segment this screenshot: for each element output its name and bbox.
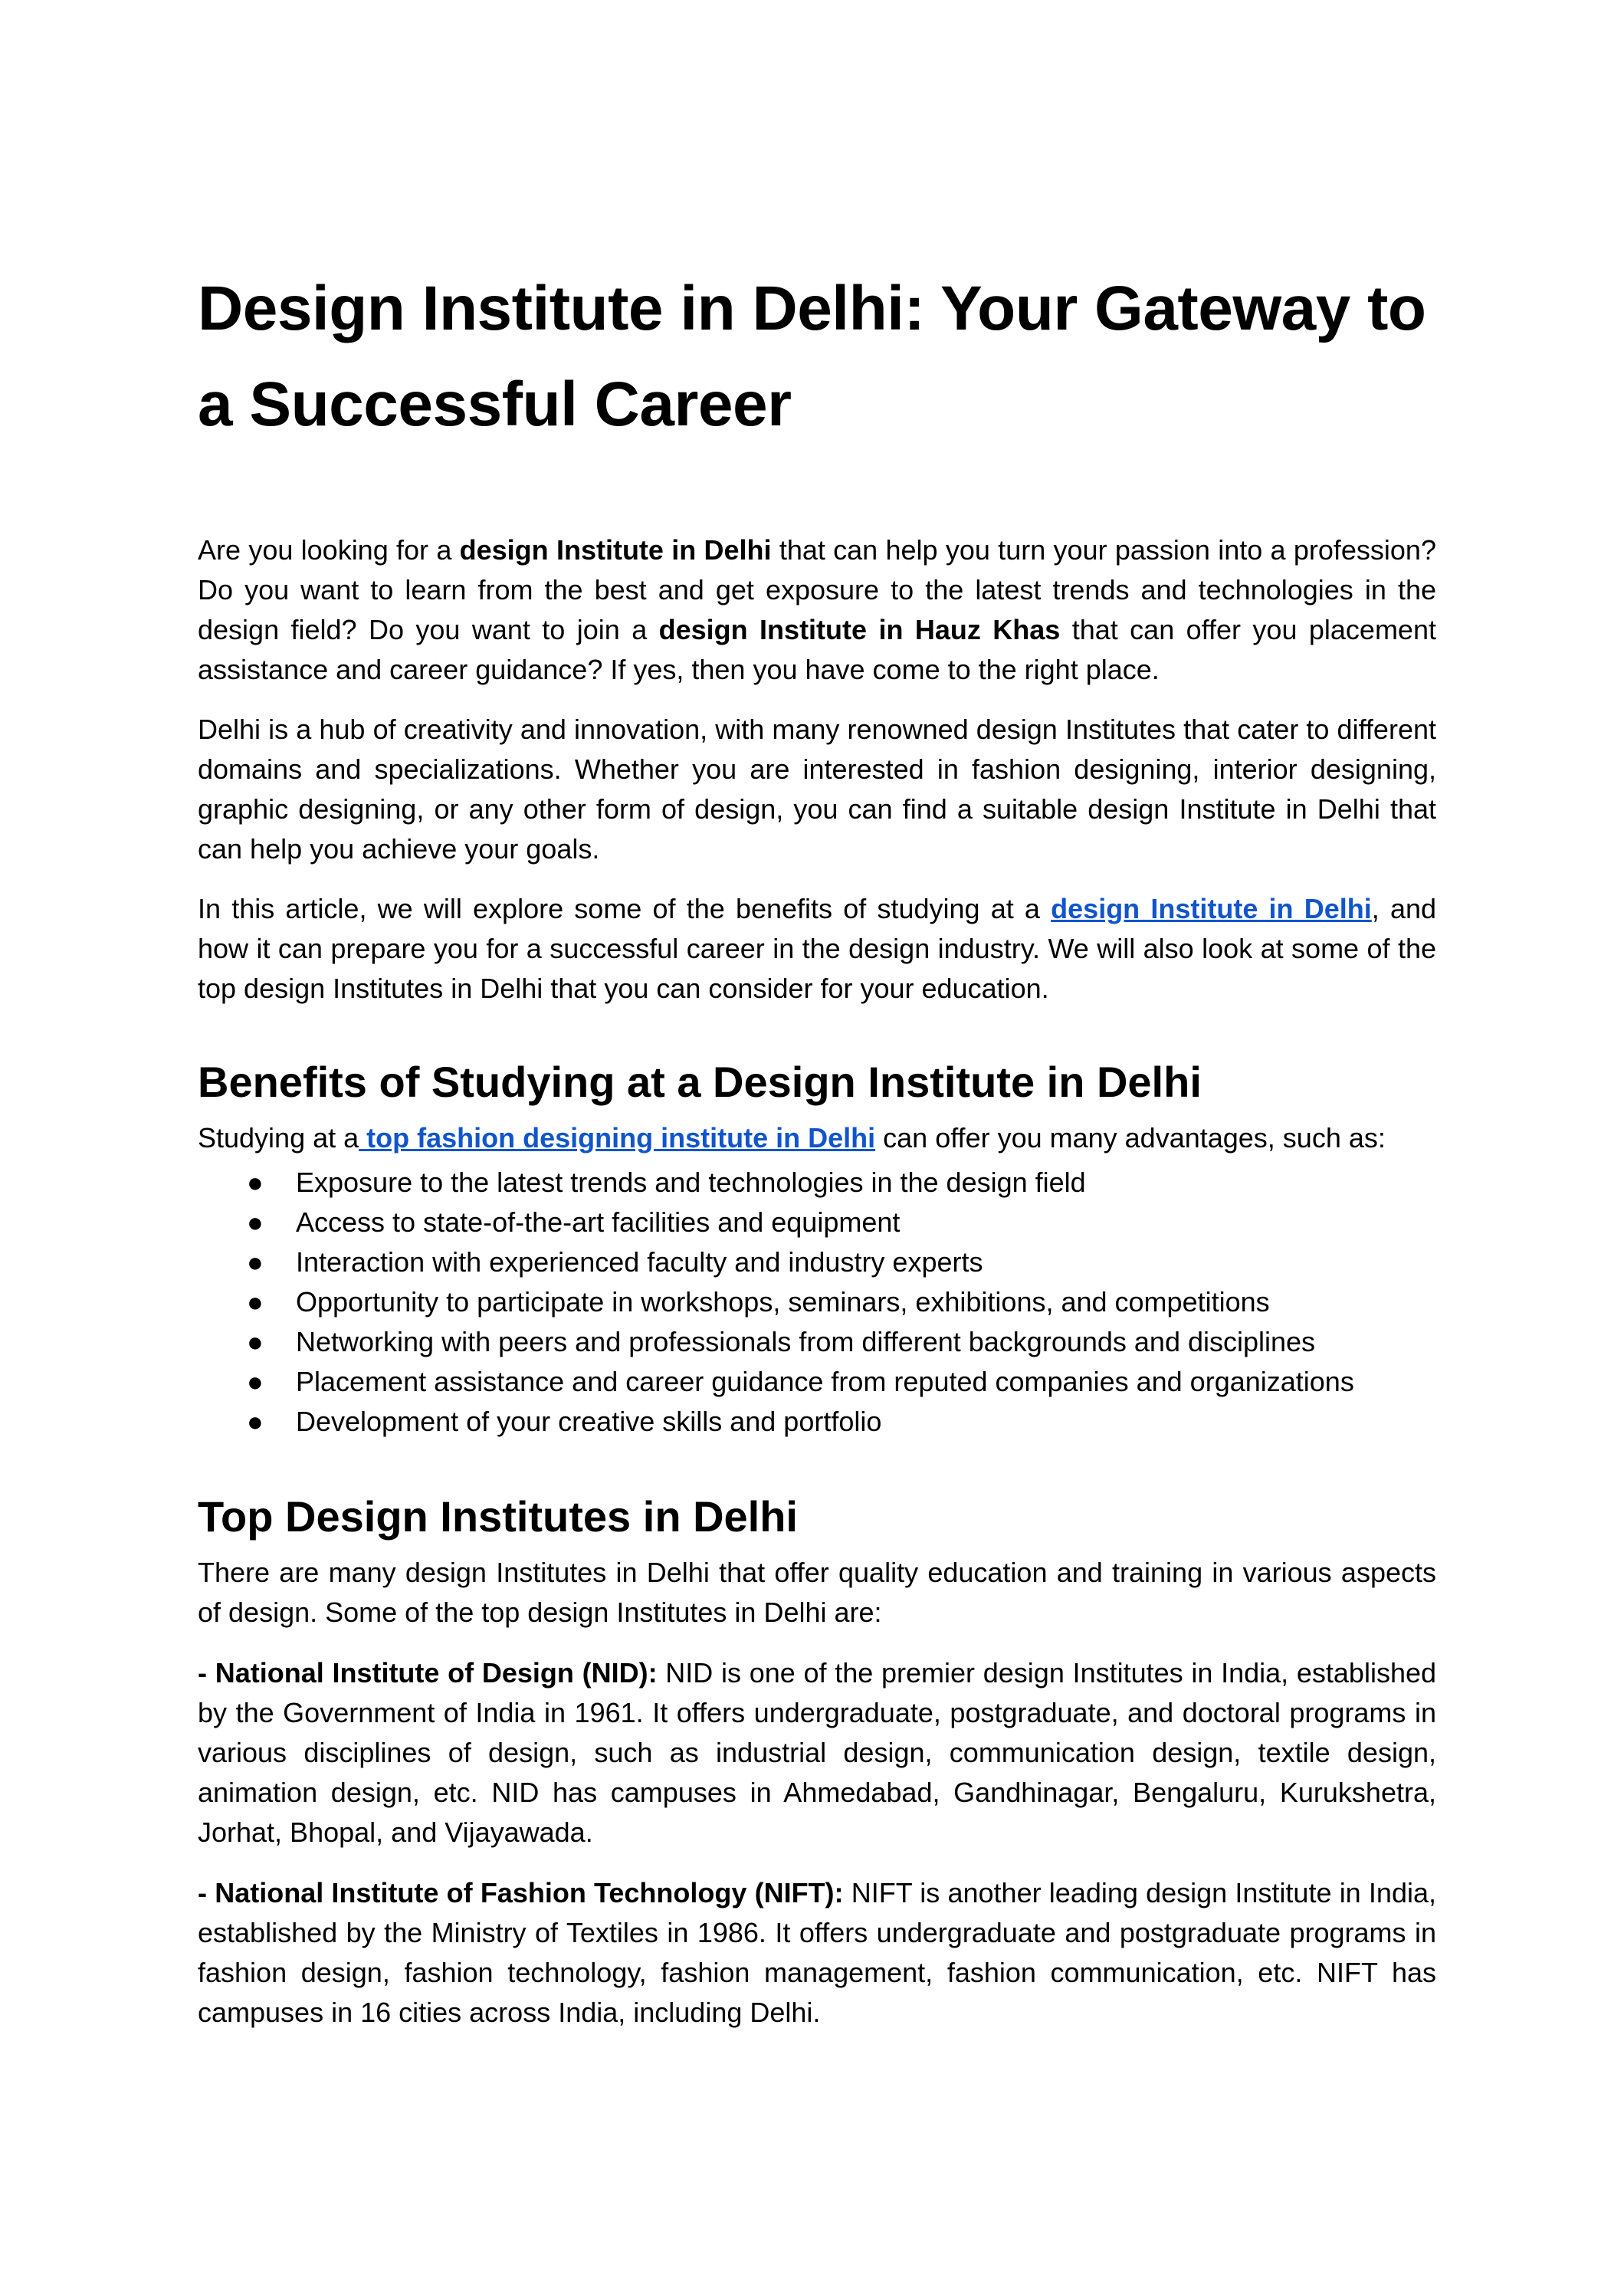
bullet-icon: ● — [247, 1246, 264, 1278]
bullet-icon: ● — [247, 1167, 264, 1198]
top-institutes-heading: Top Design Institutes in Delhi — [198, 1492, 798, 1541]
bullet-icon: ● — [247, 1326, 264, 1357]
list-item-text: Networking with peers and professionals from different backgrounds and disciplines — [296, 1326, 1316, 1357]
benefits-heading: Benefits of Studying at a Design Institute in Delhi — [198, 1058, 1202, 1106]
nid-paragraph — [198, 1653, 1436, 1853]
intro-text: that can help you turn your passion into a profession? Do you want to learn from the best and get exposure to the latest trends and technologies in the design field? Do you want to join a — [198, 534, 1436, 645]
bold-keyword: design Institute in Hauz Khas — [658, 614, 1061, 645]
list-item-text: Access to state-of-the-art facilities and equipment — [296, 1206, 901, 1238]
fashion-institute-link[interactable]: top fashion designing institute in Delhi — [359, 1122, 876, 1154]
nid-text: NID is one of the premier design Institutes in India, established by the Government of India in 1961. It offers undergraduate, postgraduate, and doctoral programs in various disciplines of design, such as industrial design, communication design, textile design, animation design, etc. NID has campuses in Ahmedabad, Gandhinagar, Bengaluru, Kurukshetra, Jorhat, Bhopal, and Vijayawada. — [198, 1657, 1437, 1848]
bold-keyword: design Institute in Delhi — [459, 534, 772, 566]
bullet-icon: ● — [247, 1286, 264, 1318]
benefits-lead — [198, 1118, 1436, 1158]
list-item — [247, 1322, 1436, 1362]
list-item-text: Development of your creative skills and portfolio — [296, 1406, 882, 1437]
design-institute-link[interactable]: design Institute in Delhi — [1051, 893, 1372, 924]
list-item-text: Interaction with experienced faculty and industry experts — [296, 1246, 983, 1278]
nid-label: - National Institute of Design (NID): — [198, 1657, 658, 1689]
list-item — [247, 1402, 1436, 1442]
list-item — [247, 1163, 1436, 1203]
intro-text: that can offer you placement assistance and career guidance? If yes, then you have come to the right place. — [198, 614, 1436, 685]
nift-text: NIFT is another leading design Institute in India, established by the Ministry of Textiles in 1986. It offers undergraduate and postgraduate programs in fashion design, fashion technology, fashion management, fashion communication, etc. NIFT has campuses in 16 cities across India, including Delhi. — [198, 1877, 1436, 2028]
page-title: Design Institute in Delhi: Your Gateway to a Successful Career — [198, 274, 1426, 439]
list-item-text: Opportunity to participate in workshops, seminars, exhibitions, and competitions — [296, 1286, 1270, 1318]
lead-text: Studying at a — [198, 1122, 359, 1154]
benefits-list — [198, 1163, 1436, 1442]
bullet-icon: ● — [247, 1366, 264, 1397]
intro-text: In this article, we will explore some of the benefits of studying at a — [198, 893, 1051, 924]
list-item — [247, 1242, 1436, 1282]
list-item-text: Placement assistance and career guidance from reputed companies and organizations — [296, 1366, 1354, 1397]
intro-paragraph-1 — [198, 530, 1436, 690]
top-institutes-lead: There are many design Institutes in Delhi that offer quality education and training in various aspects of design. Some of the top design Institutes in Delhi are: — [198, 1557, 1436, 1628]
intro-paragraph-2: Delhi is a hub of creativity and innovation, with many renowned design Institutes that cater to different domains and specializations. Whether you are interested in fashion designing, interior designing, graphic designing, or any other form of design, you can find a suitable design Institute in Delhi that can help you achieve your goals. — [198, 714, 1436, 865]
lead-text: can offer you many advantages, such as: — [875, 1122, 1386, 1154]
intro-text: Are you looking for a — [198, 534, 460, 566]
intro-text: , and how it can prepare you for a successful career in the design industry. We will also look at some of the top design Institutes in Delhi that you can consider for your education. — [198, 893, 1437, 1004]
nift-label: - National Institute of Fashion Technology (NIFT): — [198, 1877, 844, 1908]
bullet-icon: ● — [247, 1206, 264, 1238]
list-item — [247, 1203, 1436, 1242]
nift-paragraph — [198, 1873, 1436, 2033]
list-item — [247, 1282, 1436, 1322]
intro-paragraph-3 — [198, 889, 1436, 1009]
list-item-text: Exposure to the latest trends and technologies in the design field — [296, 1167, 1086, 1198]
bullet-icon: ● — [247, 1406, 264, 1437]
list-item — [247, 1362, 1436, 1402]
